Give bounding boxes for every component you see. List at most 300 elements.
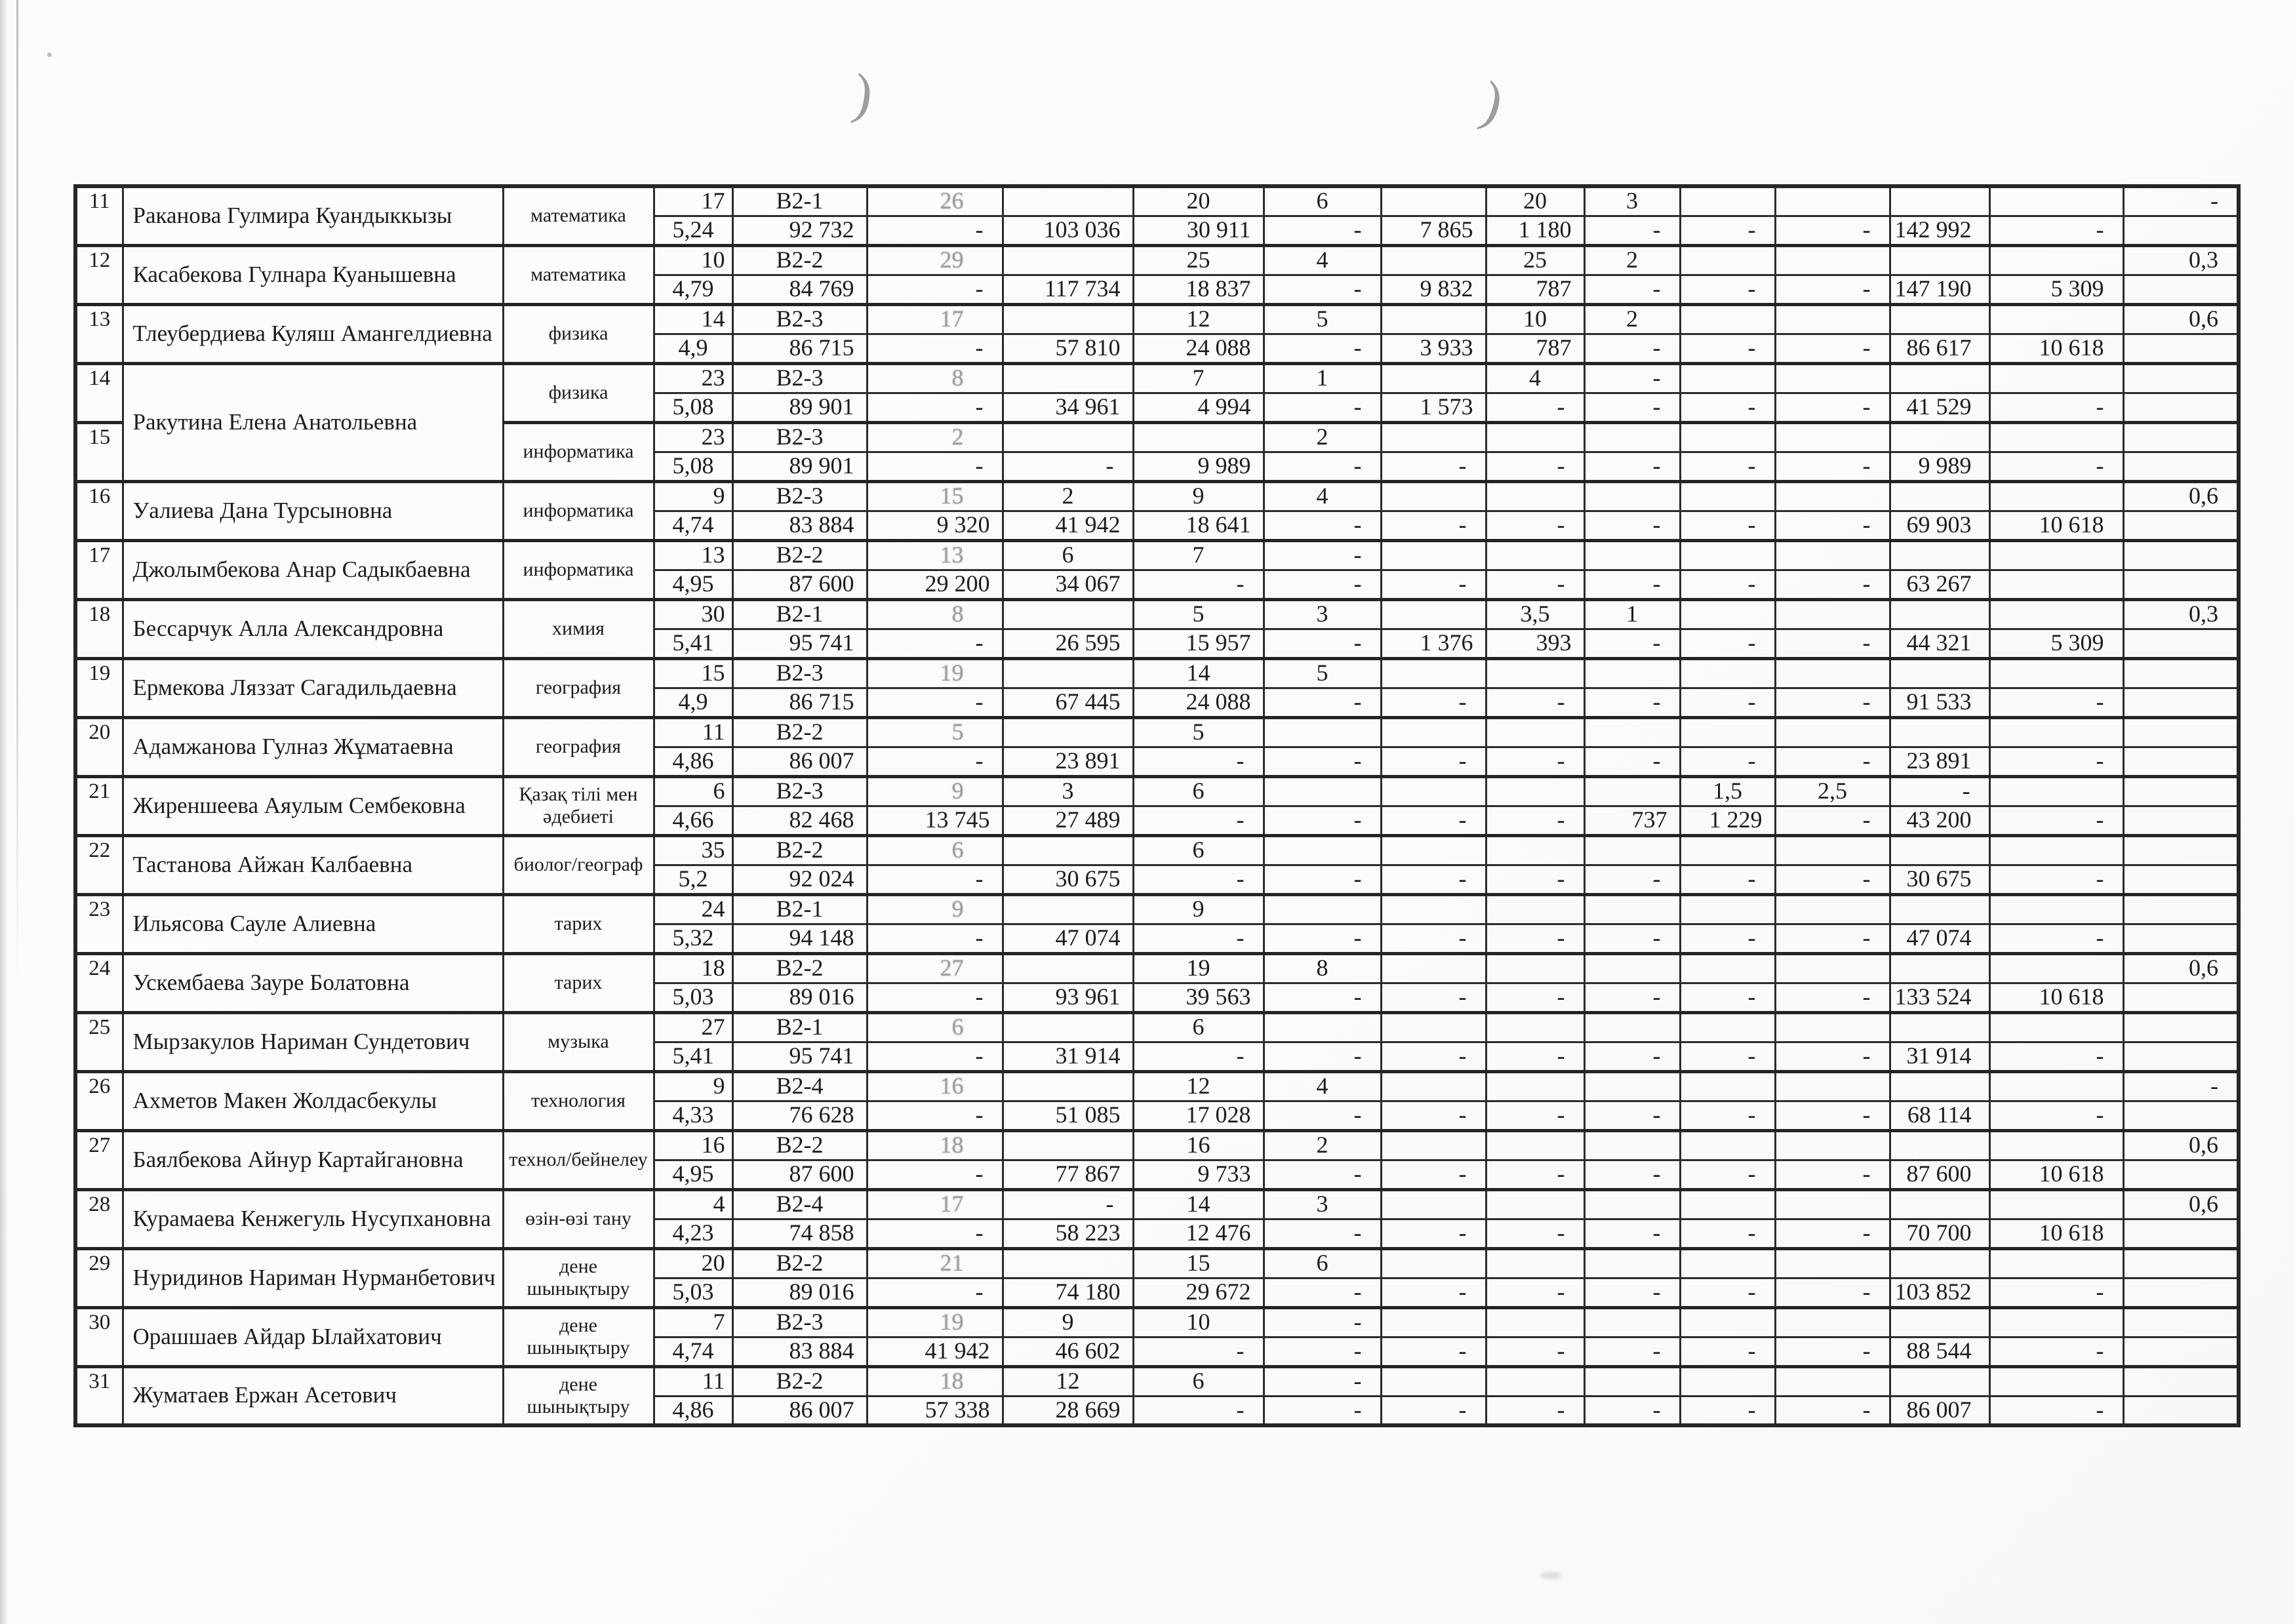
col17-top-cell [2123,422,2239,452]
col11-top-cell: 3,5 [1486,599,1584,629]
weekly-hours: 30 [654,599,732,629]
col17-top-cell [2123,1307,2239,1337]
col14-bottom-cell: - [1680,511,1775,540]
col9-bottom-cell: - [1133,1396,1264,1425]
subject: Қазақ тілі мен әдебиеті [503,776,654,835]
col15-top-cell [1890,953,1989,983]
col16-bottom-cell: 69 903 [1890,511,1989,540]
col9-bottom-cell: 18 641 [1133,511,1264,540]
col9-bottom-cell: 9 989 [1133,452,1264,481]
base-salary: 83 884 [732,511,867,540]
col11-bottom-cell: 9 832 [1381,275,1486,304]
col15-top-cell [1890,599,1989,629]
pay-category: В2-2 [732,1366,867,1396]
coefficient: 5,41 [654,1042,732,1071]
col13-top-cell [1680,1366,1775,1396]
col11-top-cell [1486,1366,1584,1396]
col15-bottom-cell: - [1775,1337,1890,1366]
col14-bottom-cell: - [1680,1219,1775,1248]
col7-top-cell [1003,1248,1133,1278]
col7-bottom-cell: - [867,452,1003,481]
col13-bottom-cell: - [1584,1042,1680,1071]
col11-top-cell: 4 [1486,363,1584,393]
table-row [75,540,2239,570]
subject: дене шынықтыру [503,1307,654,1366]
col15-bottom-cell: - [1775,393,1890,422]
load-pencil-note: 5 [867,717,1003,747]
col15-bottom-cell: - [1775,983,1890,1012]
col15-top-cell [1890,658,1989,688]
load-pencil-note: 27 [867,953,1003,983]
subject: музыка [503,1012,654,1071]
col15-bottom-cell: - [1775,216,1890,245]
col10-top-cell [1381,1307,1486,1337]
col12-top-cell: 2 [1584,245,1680,275]
row-number: 28 [75,1189,123,1248]
col10-bottom-cell: - [1264,688,1381,717]
col11-bottom-cell: 1 376 [1381,629,1486,658]
col10-bottom-cell: - [1264,629,1381,658]
col10-bottom-cell: - [1264,570,1381,599]
col17-bottom-cell: - [1989,452,2123,481]
col17-bottom-cell: - [1989,924,2123,953]
col15-bottom-cell: - [1775,1396,1890,1425]
col14-top-cell [1775,835,1890,865]
col10-bottom-cell: - [1264,1278,1381,1307]
col10-top-cell [1381,1130,1486,1160]
base-salary: 86 715 [732,334,867,363]
coefficient: 5,08 [654,393,732,422]
col9-top-cell [1264,776,1381,806]
col17-bottom-cell: 10 618 [1989,334,2123,363]
scan-curve-artifact: ) [848,61,877,127]
pay-category: В2-3 [732,422,867,452]
col11-top-cell: 10 [1486,304,1584,334]
col11-top-cell [1486,1189,1584,1219]
weekly-hours: 16 [654,1130,732,1160]
col14-top-cell [1775,1130,1890,1160]
col13-bottom-cell: - [1584,511,1680,540]
col12-bottom-cell: - [1486,865,1584,894]
col11-top-cell [1486,481,1584,511]
scan-left-line-artifact [16,0,18,983]
col16-top-cell [1989,717,2123,747]
col15-bottom-cell: - [1775,629,1890,658]
base-salary: 76 628 [732,1101,867,1130]
table-row [75,776,2239,806]
row-number: 25 [75,1012,123,1071]
col7-top-cell [1003,1130,1133,1160]
col14-bottom-cell: - [1680,216,1775,245]
col12-bottom-cell: 393 [1486,629,1584,658]
col8-bottom-cell: 30 675 [1003,865,1133,894]
load-pencil-note: 17 [867,1189,1003,1219]
table-row [75,835,2239,865]
col15-bottom-cell: - [1775,1101,1890,1130]
col9-bottom-cell: 9 733 [1133,1160,1264,1189]
subject: математика [503,245,654,304]
col7-bottom-cell: - [867,1160,1003,1189]
weekly-hours: 23 [654,422,732,452]
teacher-name: Раканова Гулмира Куандыккызы [123,186,503,245]
col11-top-cell: 25 [1486,245,1584,275]
col14-top-cell [1775,1248,1890,1278]
base-salary: 95 741 [732,629,867,658]
col12-top-cell [1584,1012,1680,1042]
col14-top-cell [1775,304,1890,334]
col17-bottom-cell: - [1989,1337,2123,1366]
col10-top-cell [1381,717,1486,747]
row-number: 24 [75,953,123,1012]
col15-bottom-cell: - [1775,806,1890,835]
col16-bottom-cell: 31 914 [1890,1042,1989,1071]
col15-bottom-cell: - [1775,1042,1890,1071]
col12-bottom-cell: - [1486,747,1584,776]
load-pencil-note: 18 [867,1130,1003,1160]
table-row [75,186,2239,216]
col9-top-cell: 8 [1264,953,1381,983]
col17-top-cell [2123,717,2239,747]
col12-top-cell [1584,422,1680,452]
col13-bottom-cell: - [1584,924,1680,953]
col13-bottom-cell: - [1584,1101,1680,1130]
col12-bottom-cell: 787 [1486,334,1584,363]
table-row [75,304,2239,334]
col12-top-cell [1584,717,1680,747]
col11-bottom-cell: - [1381,806,1486,835]
col11-bottom-cell: 7 865 [1381,216,1486,245]
col16-top-cell [1989,1307,2123,1337]
col9-top-cell: - [1264,1307,1381,1337]
col14-bottom-cell: - [1680,334,1775,363]
load-pencil-note: 9 [867,776,1003,806]
row-number: 22 [75,835,123,894]
col10-bottom-cell: - [1264,747,1381,776]
col12-bottom-cell: - [1486,688,1584,717]
subject: тарих [503,894,654,953]
table-row [75,717,2239,747]
col14-top-cell [1775,481,1890,511]
col7-bottom-cell: 57 338 [867,1396,1003,1425]
col13-top-cell [1680,1130,1775,1160]
col16-bottom-cell: 63 267 [1890,570,1989,599]
col17-top-cell [2123,1012,2239,1042]
col9-top-cell: 3 [1264,599,1381,629]
scan-dot-artifact [47,52,52,57]
col10-bottom-cell: - [1264,334,1381,363]
col8-top-cell: 12 [1133,304,1264,334]
col10-top-cell [1381,422,1486,452]
base-salary: 87 600 [732,1160,867,1189]
weekly-hours: 4 [654,1189,732,1219]
pay-category: В2-4 [732,1189,867,1219]
col8-bottom-cell: 47 074 [1003,924,1133,953]
col10-bottom-cell: - [1264,806,1381,835]
col7-top-cell [1003,894,1133,924]
load-pencil-note: 19 [867,1307,1003,1337]
col13-top-cell [1680,599,1775,629]
col15-top-cell [1890,1189,1989,1219]
col17-bottom-cell: - [1989,1042,2123,1071]
col11-bottom-cell: - [1381,1101,1486,1130]
col17-bottom-cell: 5 309 [1989,629,2123,658]
col8-top-cell [1133,422,1264,452]
teacher-name: Курамаева Кенжегуль Нусупхановна [123,1189,503,1248]
weekly-hours: 11 [654,717,732,747]
base-salary: 86 715 [732,688,867,717]
col14-bottom-cell: - [1680,1278,1775,1307]
col10-top-cell [1381,1248,1486,1278]
col10-bottom-cell: - [1264,1337,1381,1366]
col11-bottom-cell: - [1381,688,1486,717]
col15-bottom-cell: - [1775,747,1890,776]
col7-top-cell [1003,1012,1133,1042]
col12-bottom-cell: - [1486,806,1584,835]
col17-bottom-cell: 10 618 [1989,1160,2123,1189]
col10-bottom-cell: - [1264,275,1381,304]
load-pencil-note: 16 [867,1071,1003,1101]
col9-top-cell [1264,835,1381,865]
col11-bottom-cell: 3 933 [1381,334,1486,363]
load-pencil-note: 17 [867,304,1003,334]
col8-bottom-cell: 23 891 [1003,747,1133,776]
col12-bottom-cell: - [1486,511,1584,540]
col15-top-cell [1890,481,1989,511]
tariff-table [73,184,2241,1427]
col9-bottom-cell: - [1133,747,1264,776]
coefficient: 5,32 [654,924,732,953]
col8-bottom-cell: 34 067 [1003,570,1133,599]
col7-bottom-cell: - [867,747,1003,776]
col15-bottom-cell: - [1775,924,1890,953]
subject: физика [503,363,654,422]
col9-top-cell [1264,1012,1381,1042]
pay-category: В2-1 [732,599,867,629]
col13-top-cell [1680,1012,1775,1042]
row-number: 16 [75,481,123,540]
col12-bottom-cell: - [1486,1278,1584,1307]
pay-category: В2-2 [732,1248,867,1278]
col12-bottom-cell: - [1486,1042,1584,1071]
col10-top-cell [1381,363,1486,393]
weekly-hours: 17 [654,186,732,216]
col9-top-cell: 3 [1264,1189,1381,1219]
coefficient: 4,86 [654,1396,732,1425]
col14-top-cell [1775,1307,1890,1337]
coefficient: 4,9 [654,334,732,363]
col9-top-cell: 2 [1264,1130,1381,1160]
col8-bottom-cell: 77 867 [1003,1160,1133,1189]
col16-top-cell [1989,304,2123,334]
col10-bottom-cell: - [1264,924,1381,953]
col15-bottom-cell: - [1775,334,1890,363]
row-number: 21 [75,776,123,835]
col17-top-cell [2123,1248,2239,1278]
col16-top-cell [1989,422,2123,452]
col11-bottom-cell: - [1381,511,1486,540]
col12-top-cell [1584,1130,1680,1160]
col13-top-cell [1680,953,1775,983]
col7-bottom-cell: - [867,216,1003,245]
col12-top-cell [1584,481,1680,511]
table-row [75,363,2239,393]
teacher-name: Орашшаев Айдар Ылайхатович [123,1307,503,1366]
teacher-name: Ускембаева Зауре Болатовна [123,953,503,1012]
col8-bottom-cell: 27 489 [1003,806,1133,835]
col13-top-cell: 1,5 [1680,776,1775,806]
col8-top-cell: 16 [1133,1130,1264,1160]
col8-top-cell: 5 [1133,599,1264,629]
col7-bottom-cell: - [867,334,1003,363]
col9-bottom-cell: 15 957 [1133,629,1264,658]
row-number: 27 [75,1130,123,1189]
col8-bottom-cell: 58 223 [1003,1219,1133,1248]
col12-bottom-cell: 1 180 [1486,216,1584,245]
col17-top-cell [2123,658,2239,688]
col14-bottom-cell: - [1680,1042,1775,1071]
col16-bottom-cell: 142 992 [1890,216,1989,245]
base-salary: 82 468 [732,806,867,835]
col11-bottom-cell: - [1381,865,1486,894]
row-number: 19 [75,658,123,717]
col12-bottom-cell: - [1486,452,1584,481]
col14-bottom-cell: - [1680,924,1775,953]
table-row [75,599,2239,629]
col17-top-cell [2123,776,2239,806]
col13-bottom-cell: - [1584,1219,1680,1248]
col8-top-cell: 25 [1133,245,1264,275]
col16-bottom-cell: 147 190 [1890,275,1989,304]
col7-top-cell [1003,363,1133,393]
col7-bottom-cell: - [867,983,1003,1012]
col13-bottom-cell: - [1584,570,1680,599]
col12-top-cell [1584,1189,1680,1219]
col7-top-cell [1003,422,1133,452]
table-row [75,894,2239,924]
col11-top-cell [1486,1012,1584,1042]
col7-bottom-cell: 29 200 [867,570,1003,599]
col13-top-cell [1680,1307,1775,1337]
pay-category: В2-2 [732,1130,867,1160]
col16-top-cell [1989,658,2123,688]
col16-top-cell [1989,1366,2123,1396]
row-number: 23 [75,894,123,953]
pay-category: В2-2 [732,953,867,983]
col9-bottom-cell: 24 088 [1133,688,1264,717]
col16-bottom-cell: 86 617 [1890,334,1989,363]
col10-bottom-cell: - [1264,1396,1381,1425]
teacher-name: Ракутина Елена Анатольевна [123,363,503,481]
col11-top-cell [1486,1130,1584,1160]
col13-top-cell [1680,717,1775,747]
col15-bottom-cell: - [1775,1278,1890,1307]
col14-bottom-cell: - [1680,1337,1775,1366]
subject: информатика [503,540,654,599]
col17-top-cell: 0,6 [2123,1189,2239,1219]
col14-bottom-cell: - [1680,393,1775,422]
col7-top-cell [1003,304,1133,334]
row-number: 20 [75,717,123,776]
col11-bottom-cell: 1 573 [1381,393,1486,422]
col13-bottom-cell: - [1584,452,1680,481]
pay-category: В2-1 [732,894,867,924]
teacher-name: Джолымбекова Анар Садыкбаевна [123,540,503,599]
col8-top-cell: 14 [1133,1189,1264,1219]
col9-bottom-cell: - [1133,1337,1264,1366]
pay-category: В2-1 [732,1012,867,1042]
col9-top-cell: 6 [1264,186,1381,216]
col12-top-cell [1584,835,1680,865]
col17-bottom-cell: - [1989,688,2123,717]
col9-top-cell: 4 [1264,481,1381,511]
col17-top-cell: 0,6 [2123,304,2239,334]
table-row [75,953,2239,983]
col17-top-cell [2123,540,2239,570]
coefficient: 4,74 [654,1337,732,1366]
col9-bottom-cell: 39 563 [1133,983,1264,1012]
col15-top-cell [1890,835,1989,865]
col9-bottom-cell: - [1133,1042,1264,1071]
col17-bottom-cell: 5 309 [1989,275,2123,304]
col12-bottom-cell: - [1486,393,1584,422]
row-number: 13 [75,304,123,363]
col9-bottom-cell: 18 837 [1133,275,1264,304]
col7-bottom-cell: - [867,393,1003,422]
col17-bottom-cell: - [1989,1101,2123,1130]
col11-top-cell [1486,422,1584,452]
pay-category: В2-3 [732,658,867,688]
col9-bottom-cell: - [1133,806,1264,835]
subject: өзін-өзі тану [503,1189,654,1248]
col10-top-cell [1381,481,1486,511]
col12-top-cell: - [1584,363,1680,393]
col8-bottom-cell: 117 734 [1003,275,1133,304]
col15-top-cell [1890,1248,1989,1278]
row-number: 26 [75,1071,123,1130]
col9-bottom-cell: 4 994 [1133,393,1264,422]
col13-top-cell [1680,422,1775,452]
col7-top-cell: 12 [1003,1366,1133,1396]
col8-top-cell: 6 [1133,776,1264,806]
col12-bottom-cell: - [1486,924,1584,953]
row-number: 29 [75,1248,123,1307]
col11-top-cell: 20 [1486,186,1584,216]
col13-bottom-cell: - [1584,865,1680,894]
col10-top-cell [1381,245,1486,275]
subject: тарих [503,953,654,1012]
col9-bottom-cell: - [1133,924,1264,953]
teacher-name: Баялбекова Айнур Картайгановна [123,1130,503,1189]
col17-top-cell: - [2123,1071,2239,1101]
col13-top-cell [1680,481,1775,511]
col10-bottom-cell: - [1264,1101,1381,1130]
col7-top-cell: 2 [1003,481,1133,511]
col11-top-cell [1486,1248,1584,1278]
col15-top-cell [1890,304,1989,334]
col15-bottom-cell: - [1775,570,1890,599]
col7-bottom-cell: - [867,1101,1003,1130]
col10-bottom-cell: - [1264,393,1381,422]
col17-top-cell: 0,6 [2123,953,2239,983]
col10-top-cell [1381,1071,1486,1101]
col14-bottom-cell: - [1680,688,1775,717]
scan-smudge-artifact [1540,1572,1562,1579]
col17-top-cell: - [2123,186,2239,216]
col7-bottom-cell: - [867,1278,1003,1307]
col10-bottom-cell: - [1264,865,1381,894]
col17-bottom-cell [1989,570,2123,599]
col13-bottom-cell: - [1584,1278,1680,1307]
